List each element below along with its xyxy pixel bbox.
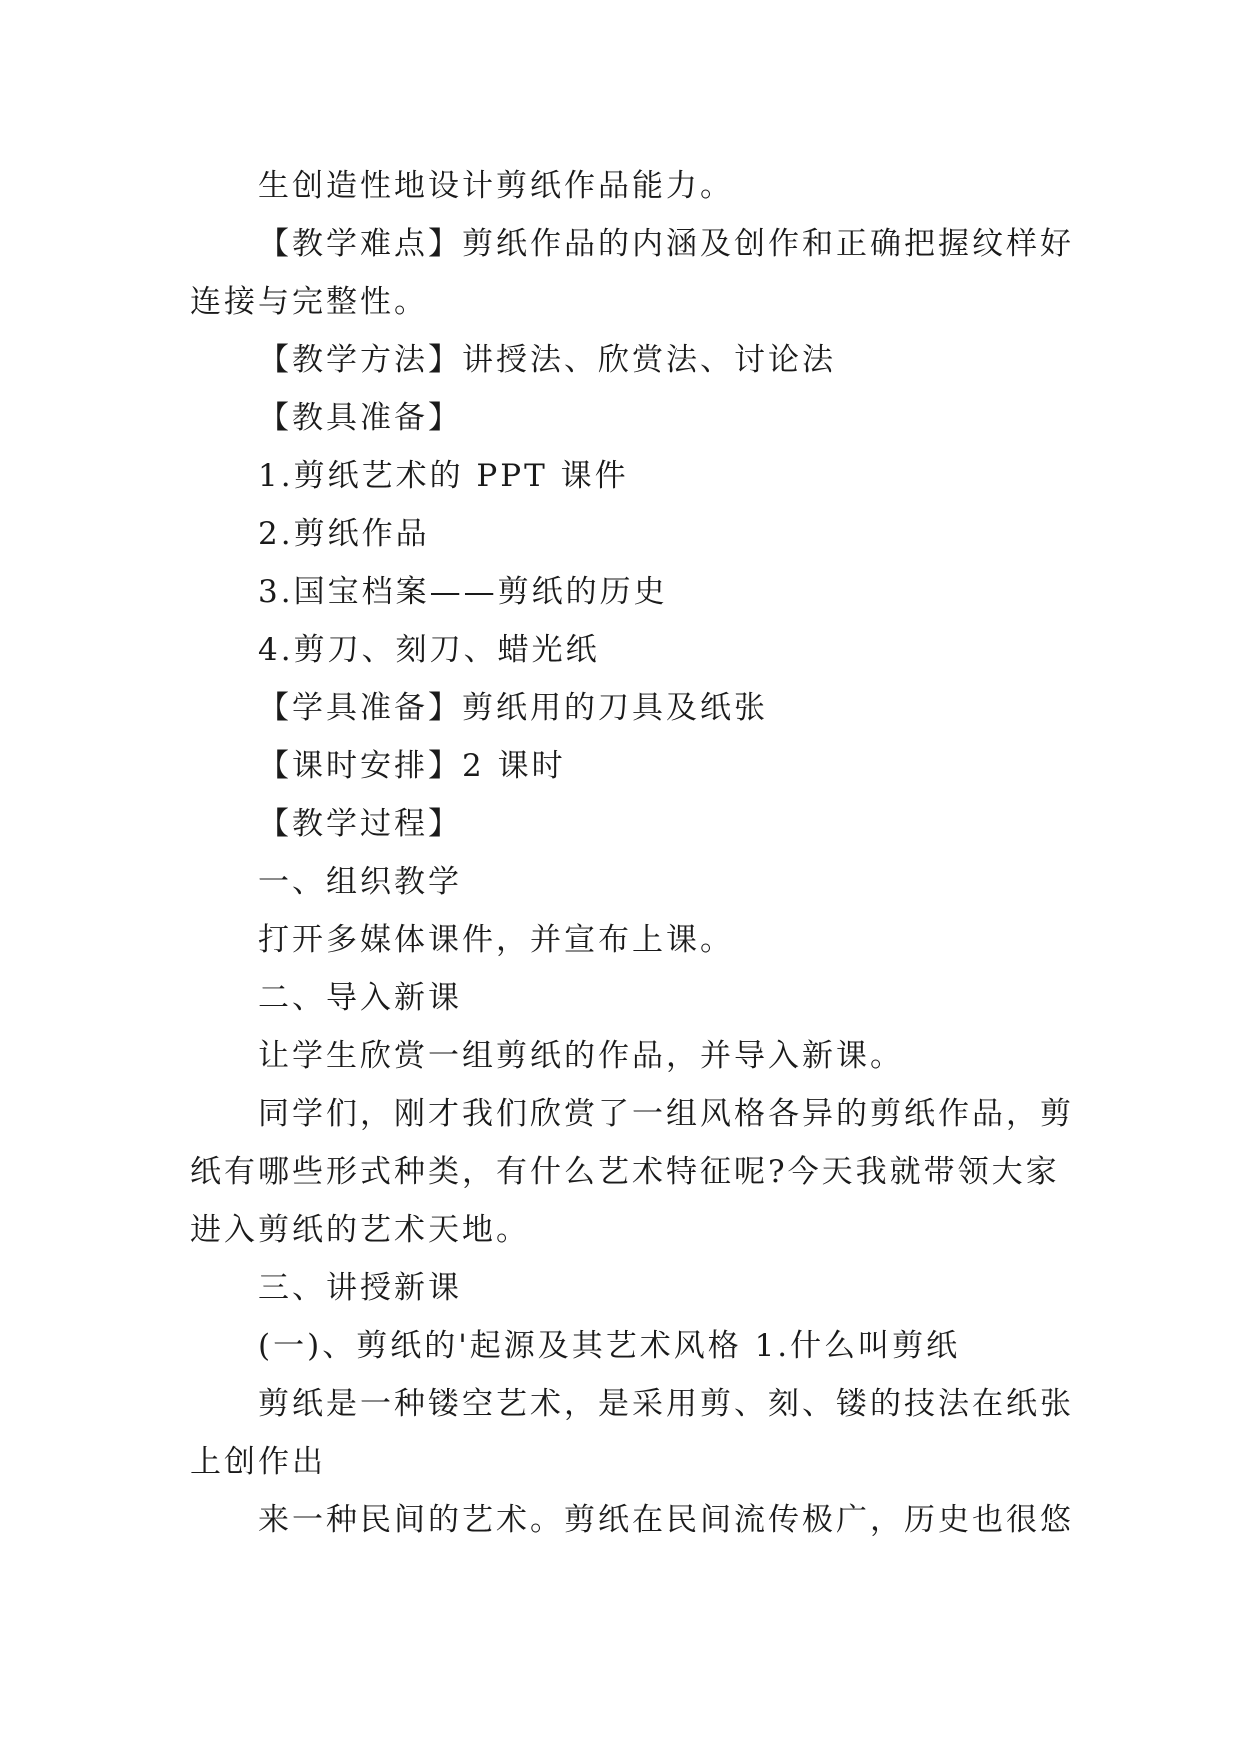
paragraph-line-11: 【课时安排】2 课时	[258, 748, 566, 784]
paragraph-line-22: 剪纸是一种镂空艺术，是采用剪、刻、镂的技法在纸张	[258, 1386, 1074, 1422]
paragraph-line-4: 【教学方法】讲授法、欣赏法、讨论法	[258, 342, 836, 378]
paragraph-line-5: 【教具准备】	[258, 400, 462, 436]
paragraph-line-20: 三、讲授新课	[258, 1270, 462, 1306]
paragraph-line-18: 纸有哪些形式种类，有什么艺术特征呢?今天我就带领大家	[190, 1154, 1060, 1190]
paragraph-line-3: 连接与完整性。	[190, 284, 428, 320]
paragraph-line-6: 1.剪纸艺术的 PPT 课件	[258, 458, 629, 494]
paragraph-line-16: 让学生欣赏一组剪纸的作品，并导入新课。	[258, 1038, 904, 1074]
paragraph-line-7: 2.剪纸作品	[258, 516, 430, 552]
paragraph-line-9: 4.剪刀、刻刀、蜡光纸	[258, 632, 600, 668]
paragraph-line-2: 【教学难点】剪纸作品的内涵及创作和正确把握纹样好	[258, 226, 1074, 262]
paragraph-line-12: 【教学过程】	[258, 806, 462, 842]
paragraph-line-8: 3.国宝档案——剪纸的历史	[258, 574, 668, 610]
paragraph-line-13: 一、组织教学	[258, 864, 462, 900]
paragraph-line-15: 二、导入新课	[258, 980, 462, 1016]
paragraph-line-1: 生创造性地设计剪纸作品能力。	[258, 168, 734, 204]
paragraph-line-23: 上创作出	[190, 1444, 326, 1480]
paragraph-line-17: 同学们，刚才我们欣赏了一组风格各异的剪纸作品，剪	[258, 1096, 1074, 1132]
paragraph-line-14: 打开多媒体课件，并宣布上课。	[258, 922, 734, 958]
paragraph-line-24: 来一种民间的艺术。剪纸在民间流传极广，历史也很悠	[258, 1502, 1074, 1538]
paragraph-line-10: 【学具准备】剪纸用的刀具及纸张	[258, 690, 768, 726]
paragraph-line-21: (一)、剪纸的'起源及其艺术风格 1.什么叫剪纸	[258, 1328, 961, 1364]
paragraph-line-19: 进入剪纸的艺术天地。	[190, 1212, 530, 1248]
